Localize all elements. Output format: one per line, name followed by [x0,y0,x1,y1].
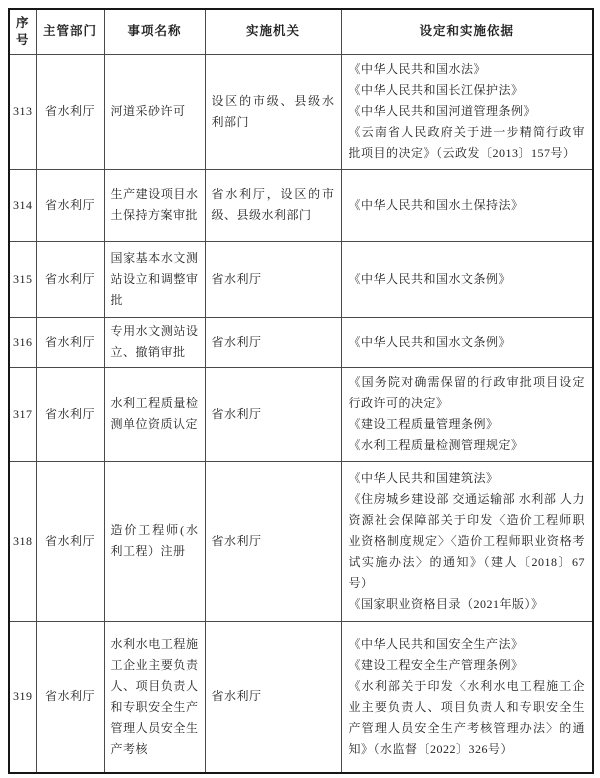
basis-line: 《国务院对确需保留的行政审批项目设定行政许可的决定》 [348,375,585,410]
basis-line: 《建设工程质量管理条例》 [348,417,499,431]
cell-serial: 319 [9,621,36,773]
basis-line: 《中华人民共和国河道管理条例》 [348,104,537,118]
cell-item: 水利水电工程施工企业主要负责人、项目负责人和专职安全生产管理人员安全生产考核 [104,621,205,773]
basis-line: 《住房城乡建设部 交通运输部 水利部 人力资源社会保障部关于印发〈造价工程师职业资格制度规定〉〈造价工程师职业资格考试实施办法〉的通知》（建人〔2018〕67号） [348,491,585,590]
cell-agency: 省水利厅 [205,317,341,367]
cell-basis [341,317,593,367]
cell-item: 生产建设项目水土保持方案审批 [104,169,205,241]
cell-agency: 省水利厅 [205,367,341,461]
basis-line: 《中华人民共和国水文条例》 [348,271,512,286]
cell-dept: 省水利厅 [36,241,104,317]
basis-line: 《国家职业资格目录（2021年版）》 [348,596,544,611]
cell-serial: 318 [9,461,36,621]
cell-basis [341,461,593,621]
header-dept: 主管部门 [36,9,104,54]
table-row [9,317,593,367]
cell-agency: 省水利厅，设区的市级、县级水利部门 [205,169,341,241]
basis-line: 《中华人民共和国建筑法》 [348,470,499,485]
cell-dept: 省水利厅 [36,367,104,461]
approval-items-table [8,8,594,774]
cell-agency: 设区的市级、县级水利部门 [205,54,341,169]
cell-item: 造价工程师(水利工程）注册 [104,461,205,621]
header-basis: 设定和实施依据 [341,9,593,54]
cell-item: 专用水文测站设立、撤销审批 [104,317,205,367]
cell-serial: 313 [9,54,36,169]
cell-item: 水利工程质量检测单位资质认定 [104,367,205,461]
header-serial: 序号 [9,9,36,54]
table-row [9,621,593,773]
basis-line: 《水利工程质量检测管理规定》 [348,438,524,452]
table-row [9,241,593,317]
basis-line: 《水利部关于印发〈水利水电工程施工企业主要负责人、项目负责人和专职安全生产管理人员安全生产考核管理办法〉的通知》（水监督〔2022〕326号） [348,678,585,756]
table-row [9,169,593,241]
cell-agency: 省水利厅 [205,241,341,317]
basis-line: 《中华人民共和国水土保持法》 [348,197,524,212]
cell-dept: 省水利厅 [36,54,104,169]
cell-item: 国家基本水文测站设立和调整审批 [104,241,205,317]
cell-basis [341,169,593,241]
cell-dept: 省水利厅 [36,317,104,367]
basis-line: 《中华人民共和国水法》 [348,62,487,76]
cell-item: 河道采砂许可 [104,54,205,169]
basis-line: 《中华人民共和国长江保护法》 [348,83,524,97]
cell-basis [341,367,593,461]
basis-line: 《中华人民共和国安全生产法》 [348,636,524,651]
header-item: 事项名称 [104,9,205,54]
basis-line: 《中华人民共和国水文条例》 [348,334,512,349]
cell-dept: 省水利厅 [36,461,104,621]
cell-serial: 314 [9,169,36,241]
table-row [9,367,593,461]
basis-line: 《云南省人民政府关于进一步精简行政审批项目的决定》（云政发〔2013〕157号） [348,125,585,160]
cell-basis [341,54,593,169]
table-row [9,461,593,621]
cell-basis [341,241,593,317]
basis-line: 《建设工程安全生产管理条例》 [348,657,524,672]
cell-serial: 315 [9,241,36,317]
header-agency: 实施机关 [205,9,341,54]
cell-dept: 省水利厅 [36,621,104,773]
cell-serial: 317 [9,367,36,461]
cell-basis [341,621,593,773]
table-row [9,54,593,169]
cell-agency: 省水利厅 [205,461,341,621]
cell-dept: 省水利厅 [36,169,104,241]
cell-agency: 省水利厅 [205,621,341,773]
cell-serial: 316 [9,317,36,367]
header-row [9,9,593,54]
